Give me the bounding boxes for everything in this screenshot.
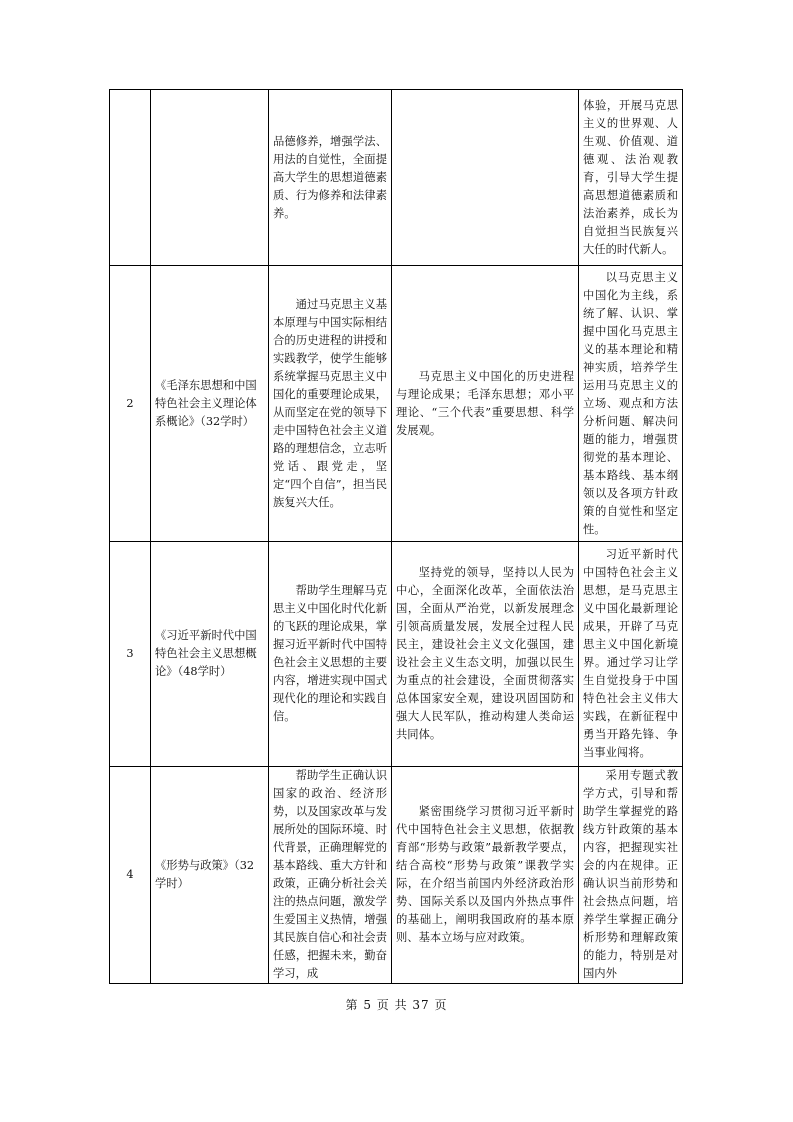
row-number: 4 xyxy=(110,767,151,984)
page-footer: 第 5 页 共 37 页 xyxy=(345,998,448,1012)
table-row xyxy=(110,266,683,542)
course-name: 《毛泽东思想和中国特色社会主义理论体系概论》（32学时） xyxy=(151,266,269,542)
row-number xyxy=(110,90,151,266)
row-number: 2 xyxy=(110,266,151,542)
course-name xyxy=(151,90,269,266)
row-number: 3 xyxy=(110,542,151,767)
course-content: 坚持党的领导，坚持以人民为中心，全面深化改革，全面依法治国，全面从严治党，以新发展理念引领高质量发展，发展全过程人民民主，建设社会主义文化强国，建设社会主义生态文明，加强以民生为重点的社会建设，全面贯彻落实总体国家安全观，建设巩固国防和强大人民军队，推动构建人类命运共同体。 xyxy=(392,542,579,767)
course-content: 马克思主义中国化的历史进程与理论成果；毛泽东思想；邓小平理论、“三个代表”重要思想、科学发展观。 xyxy=(392,266,579,542)
ideology-element: 采用专题式教学方式，引导和帮助学生掌握党的路线方针政策的基本内容，把握现实社会的内在规律。正确认识当前形势和社会热点问题，培养学生掌握正确分析形势和理解政策的能力，特别是对国内外 xyxy=(579,767,683,984)
course-goal: 品德修养，增强学法、用法的自觉性，全面提高大学生的思想道德素质、行为修养和法律素养。 xyxy=(269,90,392,266)
table-row xyxy=(110,542,683,767)
table-row xyxy=(110,767,683,984)
course-table xyxy=(109,89,683,984)
table-row xyxy=(110,90,683,266)
course-goal: 通过马克思主义基本原理与中国实际相结合的历史进程的讲授和实践教学，使学生能够系统掌握马克思主义中国化的重要理论成果，从而坚定在党的领导下走中国特色社会主义道路的理想信念，立志听党话、跟党走，坚定“四个自信”，担当民族复兴大任。 xyxy=(269,266,392,542)
course-name: 《形势与政策》（32学时） xyxy=(151,767,269,984)
course-name: 《习近平新时代中国特色社会主义思想概论》（48学时） xyxy=(151,542,269,767)
ideology-element: 体验，开展马克思主义的世界观、人生观、价值观、道德观、法治观教育，引导大学生提高思想道德素质和法治素养，成长为自觉担当民族复兴大任的时代新人。 xyxy=(579,90,683,266)
course-goal: 帮助学生理解马克思主义中国化时代化新的飞跃的理论成果，掌握习近平新时代中国特色社会主义思想的主要内容，增进实现中国式现代化的理论和实践自信。 xyxy=(269,542,392,767)
ideology-element: 习近平新时代中国特色社会主义思想，是马克思主义中国化最新理论成果，开辟了马克思主义中国化新境界。通过学习让学生自觉投身于中国特色社会主义伟大实践，在新征程中勇当开路先锋、争当事业闯将。 xyxy=(579,542,683,767)
course-content xyxy=(392,90,579,266)
course-goal: 帮助学生正确认识国家的政治、经济形势，以及国家改革与发展所处的国际环境、时代背景，正确理解党的基本路线、重大方针和政策，正确分析社会关注的热点问题，激发学生爱国主义热情，增强其民族自信心和社会责任感，把握未来，勤奋学习，成 xyxy=(269,767,392,984)
course-content: 紧密围绕学习贯彻习近平新时代中国特色社会主义思想，依据教育部“形势与政策”最新教学要点，结合高校“形势与政策”课教学实际，在介绍当前国内外经济政治形势、国际关系以及国内外热点事件的基础上，阐明我国政府的基本原则、基本立场与应对政策。 xyxy=(392,767,579,984)
ideology-element: 以马克思主义中国化为主线，系统了解、认识、掌握中国化马克思主义的基本理论和精神实质，培养学生运用马克思主义的立场、观点和方法分析问题、解决问题的能力，增强贯彻党的基本理论、基本路线、基本纲领以及各项方针政策的自觉性和坚定性。 xyxy=(579,266,683,542)
